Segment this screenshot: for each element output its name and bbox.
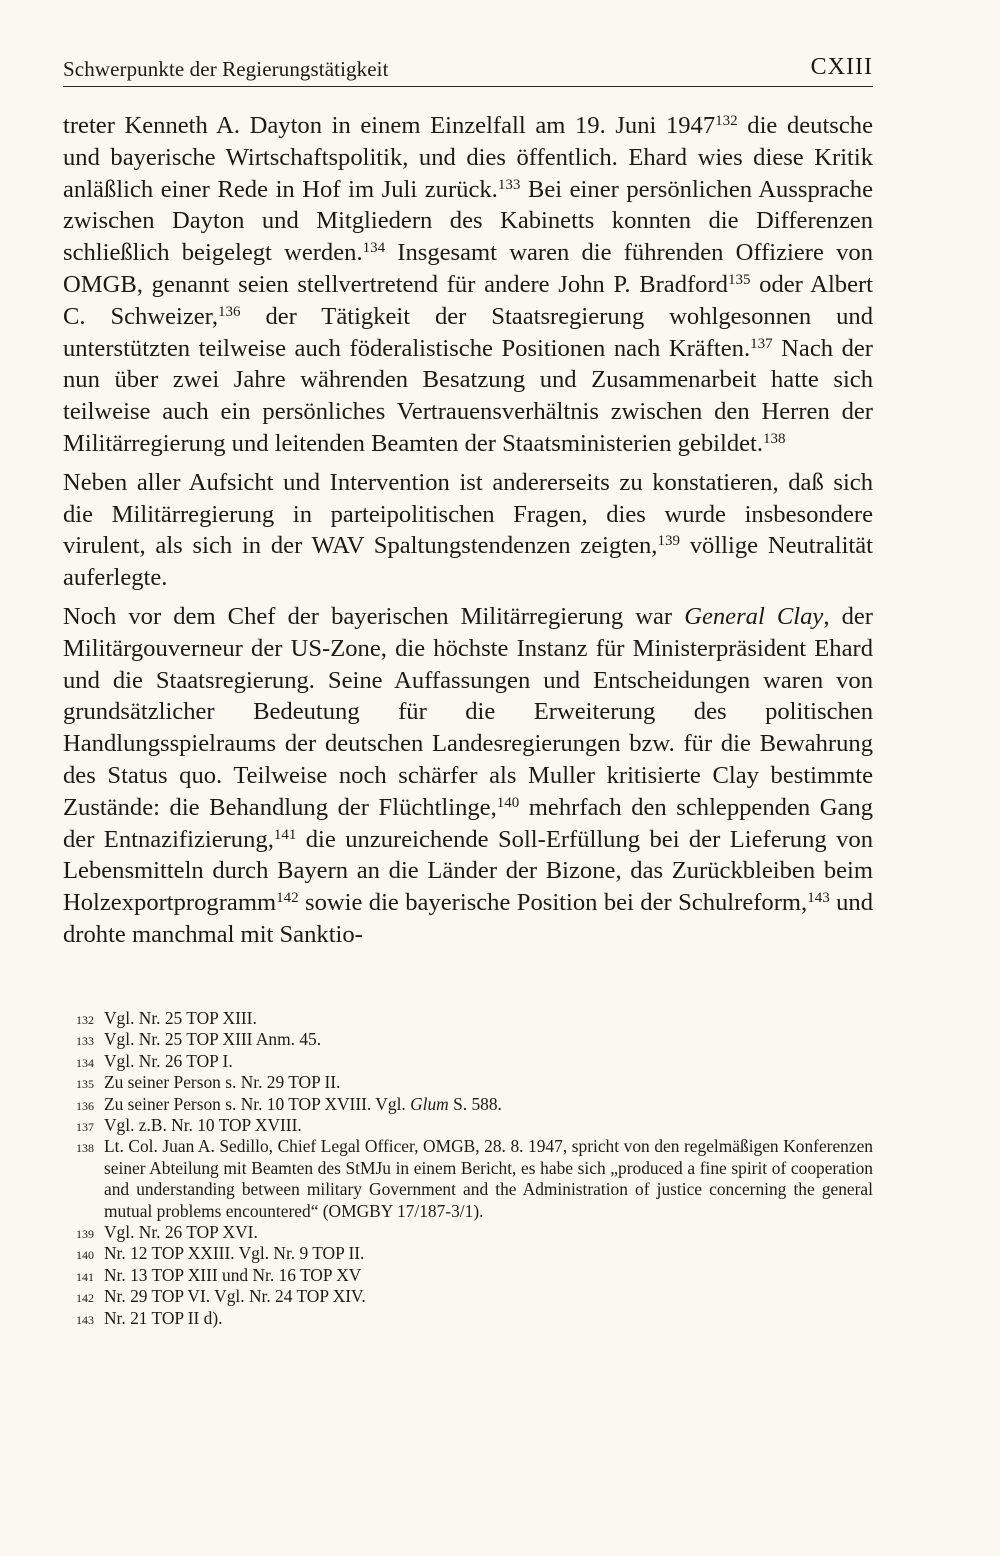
footnote-text: Zu seiner Person s. Nr. 29 TOP II. bbox=[104, 1072, 341, 1093]
text-run: die deutsche und bayerische Wirtschaftspolitik, und dies öffentlich. Ehard wies diese Kritik anläßlich einer Rede in Hof im Juli zurück. bbox=[63, 112, 873, 203]
footnote-text: Vgl. z.B. Nr. 10 TOP XVIII. bbox=[104, 1115, 302, 1136]
footnote-number: 135 bbox=[76, 1077, 94, 1092]
footnote-number: 137 bbox=[76, 1120, 94, 1135]
text-run: oder Albert C. Schweizer, bbox=[63, 270, 874, 330]
footnote-number: 143 bbox=[76, 1312, 94, 1327]
footnote-text: Lt. Col. Juan A. Sedillo, Chief Legal Officer, OMGB, 28. 8. 1947, spricht von den regelmäßigen Konferenzen seiner Abteilung mit Beamten des StMJu in einem Bericht, es habe sich „produced a fine spirit of cooperation and understanding between military Government and the Administration of justice concerning the general mutual problems encountered“ (OMGBY 17/187-3/1). bbox=[104, 1136, 873, 1221]
text-run: Insgesamt waren die führenden Offiziere von OMGB, genannt seien stellvertretend für andere John P. Bradford bbox=[63, 239, 873, 298]
footnote-number: 139 bbox=[76, 1227, 94, 1242]
footnote-text: Vgl. Nr. 25 TOP XIII. bbox=[104, 1008, 257, 1028]
footnote bbox=[76, 1243, 873, 1264]
footnotes bbox=[76, 1008, 873, 1329]
footnote-number: 141 bbox=[76, 1269, 94, 1284]
footnote-number: 132 bbox=[76, 1013, 94, 1027]
main-text bbox=[63, 110, 873, 951]
footnote bbox=[76, 1308, 873, 1329]
footnote-text: S. 588. bbox=[448, 1093, 502, 1114]
footnote bbox=[76, 1222, 873, 1243]
paragraph bbox=[63, 110, 873, 460]
footnote-ref: 136 bbox=[218, 303, 241, 320]
footnote-text: Nr. 29 TOP VI. Vgl. Nr. 24 TOP XIV. bbox=[104, 1286, 366, 1307]
text-run: und drohte manchmal mit Sanktio- bbox=[63, 889, 874, 948]
footnote-text: Vgl. Nr. 26 TOP I. bbox=[104, 1050, 233, 1071]
text-run: mehrfach den schleppenden Gang der Entnazifizierung, bbox=[63, 793, 873, 853]
footnote bbox=[76, 1136, 873, 1222]
footnote-ref: 143 bbox=[807, 890, 830, 907]
text-run: treter Kenneth A. Dayton in einem Einzelfall am 19. Juni 1947 bbox=[63, 112, 716, 139]
footnote-ref: 141 bbox=[273, 826, 297, 843]
footnote bbox=[76, 1051, 873, 1072]
footnote-text: Nr. 21 TOP II d). bbox=[104, 1307, 223, 1328]
footnote-text: Zu seiner Person s. Nr. 10 TOP XVIII. Vgl. bbox=[104, 1093, 411, 1114]
footnote-ref: 139 bbox=[657, 533, 680, 550]
italic-name: General Clay bbox=[684, 602, 824, 630]
text-run: völlige Neutralität auferlegte. bbox=[63, 532, 873, 592]
footnote-ref: 135 bbox=[727, 271, 751, 288]
text-run: , der Militärgouverneur der US-Zone, die höchste Instanz für Ministerpräsident Ehard und die Staatsregierung. Seine Auffassungen und Entscheidungen waren von grundsätzlicher Bedeutung für die Erweiterung des politischen Handlungsspielraums der deutschen Landesregierungen bzw. für die Bewahrung des Status quo. Teilweise noch schärfer als Muller kritisierte Clay bestimmte Zustände: die Behandlung der Flüchtlinge, bbox=[63, 602, 873, 821]
footnote-number: 136 bbox=[76, 1098, 94, 1113]
footnote-text: Vgl. Nr. 26 TOP XVI. bbox=[104, 1222, 258, 1243]
footnote bbox=[76, 1072, 873, 1093]
footnote-ref: 140 bbox=[496, 794, 520, 811]
text-run: sowie die bayerische Position bei der Schulreform, bbox=[298, 889, 808, 917]
text-run: die unzureichende Soll-Erfüllung bei der Lieferung von Lebensmitteln durch Bayern an die Länder der Bizone, das Zurückbleiben beim Holzexportprogramm bbox=[63, 825, 873, 917]
running-title: Schwerpunkte der Regierungstätigkeit bbox=[63, 57, 389, 81]
text-run: Bei einer persönlichen Aussprache zwischen Dayton und Mitgliedern des Kabinetts konnten die Differenzen schließlich beigelegt werden. bbox=[63, 175, 873, 267]
paragraph bbox=[63, 467, 873, 594]
footnote-ref: 132 bbox=[715, 113, 738, 129]
footnote-number: 140 bbox=[76, 1248, 94, 1263]
footnote-ref: 137 bbox=[750, 335, 773, 352]
footnote-text: Vgl. Nr. 25 TOP XIII Anm. 45. bbox=[104, 1029, 322, 1050]
text-run: Noch vor dem Chef der bayerischen Militärregierung war bbox=[63, 602, 685, 630]
footnote-text: Nr. 12 TOP XXIII. Vgl. Nr. 9 TOP II. bbox=[104, 1243, 365, 1264]
footnote bbox=[76, 1094, 873, 1115]
footnote bbox=[76, 1265, 873, 1286]
footnote-number: 133 bbox=[76, 1034, 94, 1049]
page-header bbox=[63, 50, 873, 87]
footnote-italic: Glum bbox=[410, 1093, 449, 1114]
footnote bbox=[76, 1115, 873, 1136]
footnote bbox=[76, 1008, 873, 1029]
footnote-ref: 134 bbox=[362, 240, 386, 257]
footnote-text: Nr. 13 TOP XIII und Nr. 16 TOP XV bbox=[104, 1264, 362, 1285]
footnote-number: 138 bbox=[76, 1141, 94, 1156]
footnote-number: 142 bbox=[76, 1291, 94, 1306]
footnote bbox=[76, 1286, 873, 1307]
footnote bbox=[76, 1029, 873, 1050]
text-run: der Tätigkeit der Staatsregierung wohlgesonnen und unterstützten teilweise auch föderalistische Positionen nach Kräften. bbox=[63, 302, 873, 362]
footnote-ref: 138 bbox=[763, 430, 786, 447]
footnote-number: 134 bbox=[76, 1055, 94, 1070]
text-run: Neben aller Aufsicht und Intervention ist andererseits zu konstatieren, daß sich die Militärregierung in parteipolitischen Fragen, dies wurde insbesondere virulent, als sich in der WAV Spaltungstendenzen zeigten, bbox=[63, 468, 873, 560]
footnote-ref: 133 bbox=[497, 176, 521, 193]
page-number: CXIII bbox=[810, 54, 873, 80]
text-run: Nach der nun über zwei Jahre währenden Besatzung und Zusammenarbeit hatte sich teilweise auch ein persönliches Vertrauensverhältnis zwischen den Herren der Militärregierung und leitenden Beamten der Staatsministerien gebildet. bbox=[63, 334, 873, 457]
paragraph bbox=[63, 601, 873, 951]
footnote-ref: 142 bbox=[276, 890, 299, 907]
